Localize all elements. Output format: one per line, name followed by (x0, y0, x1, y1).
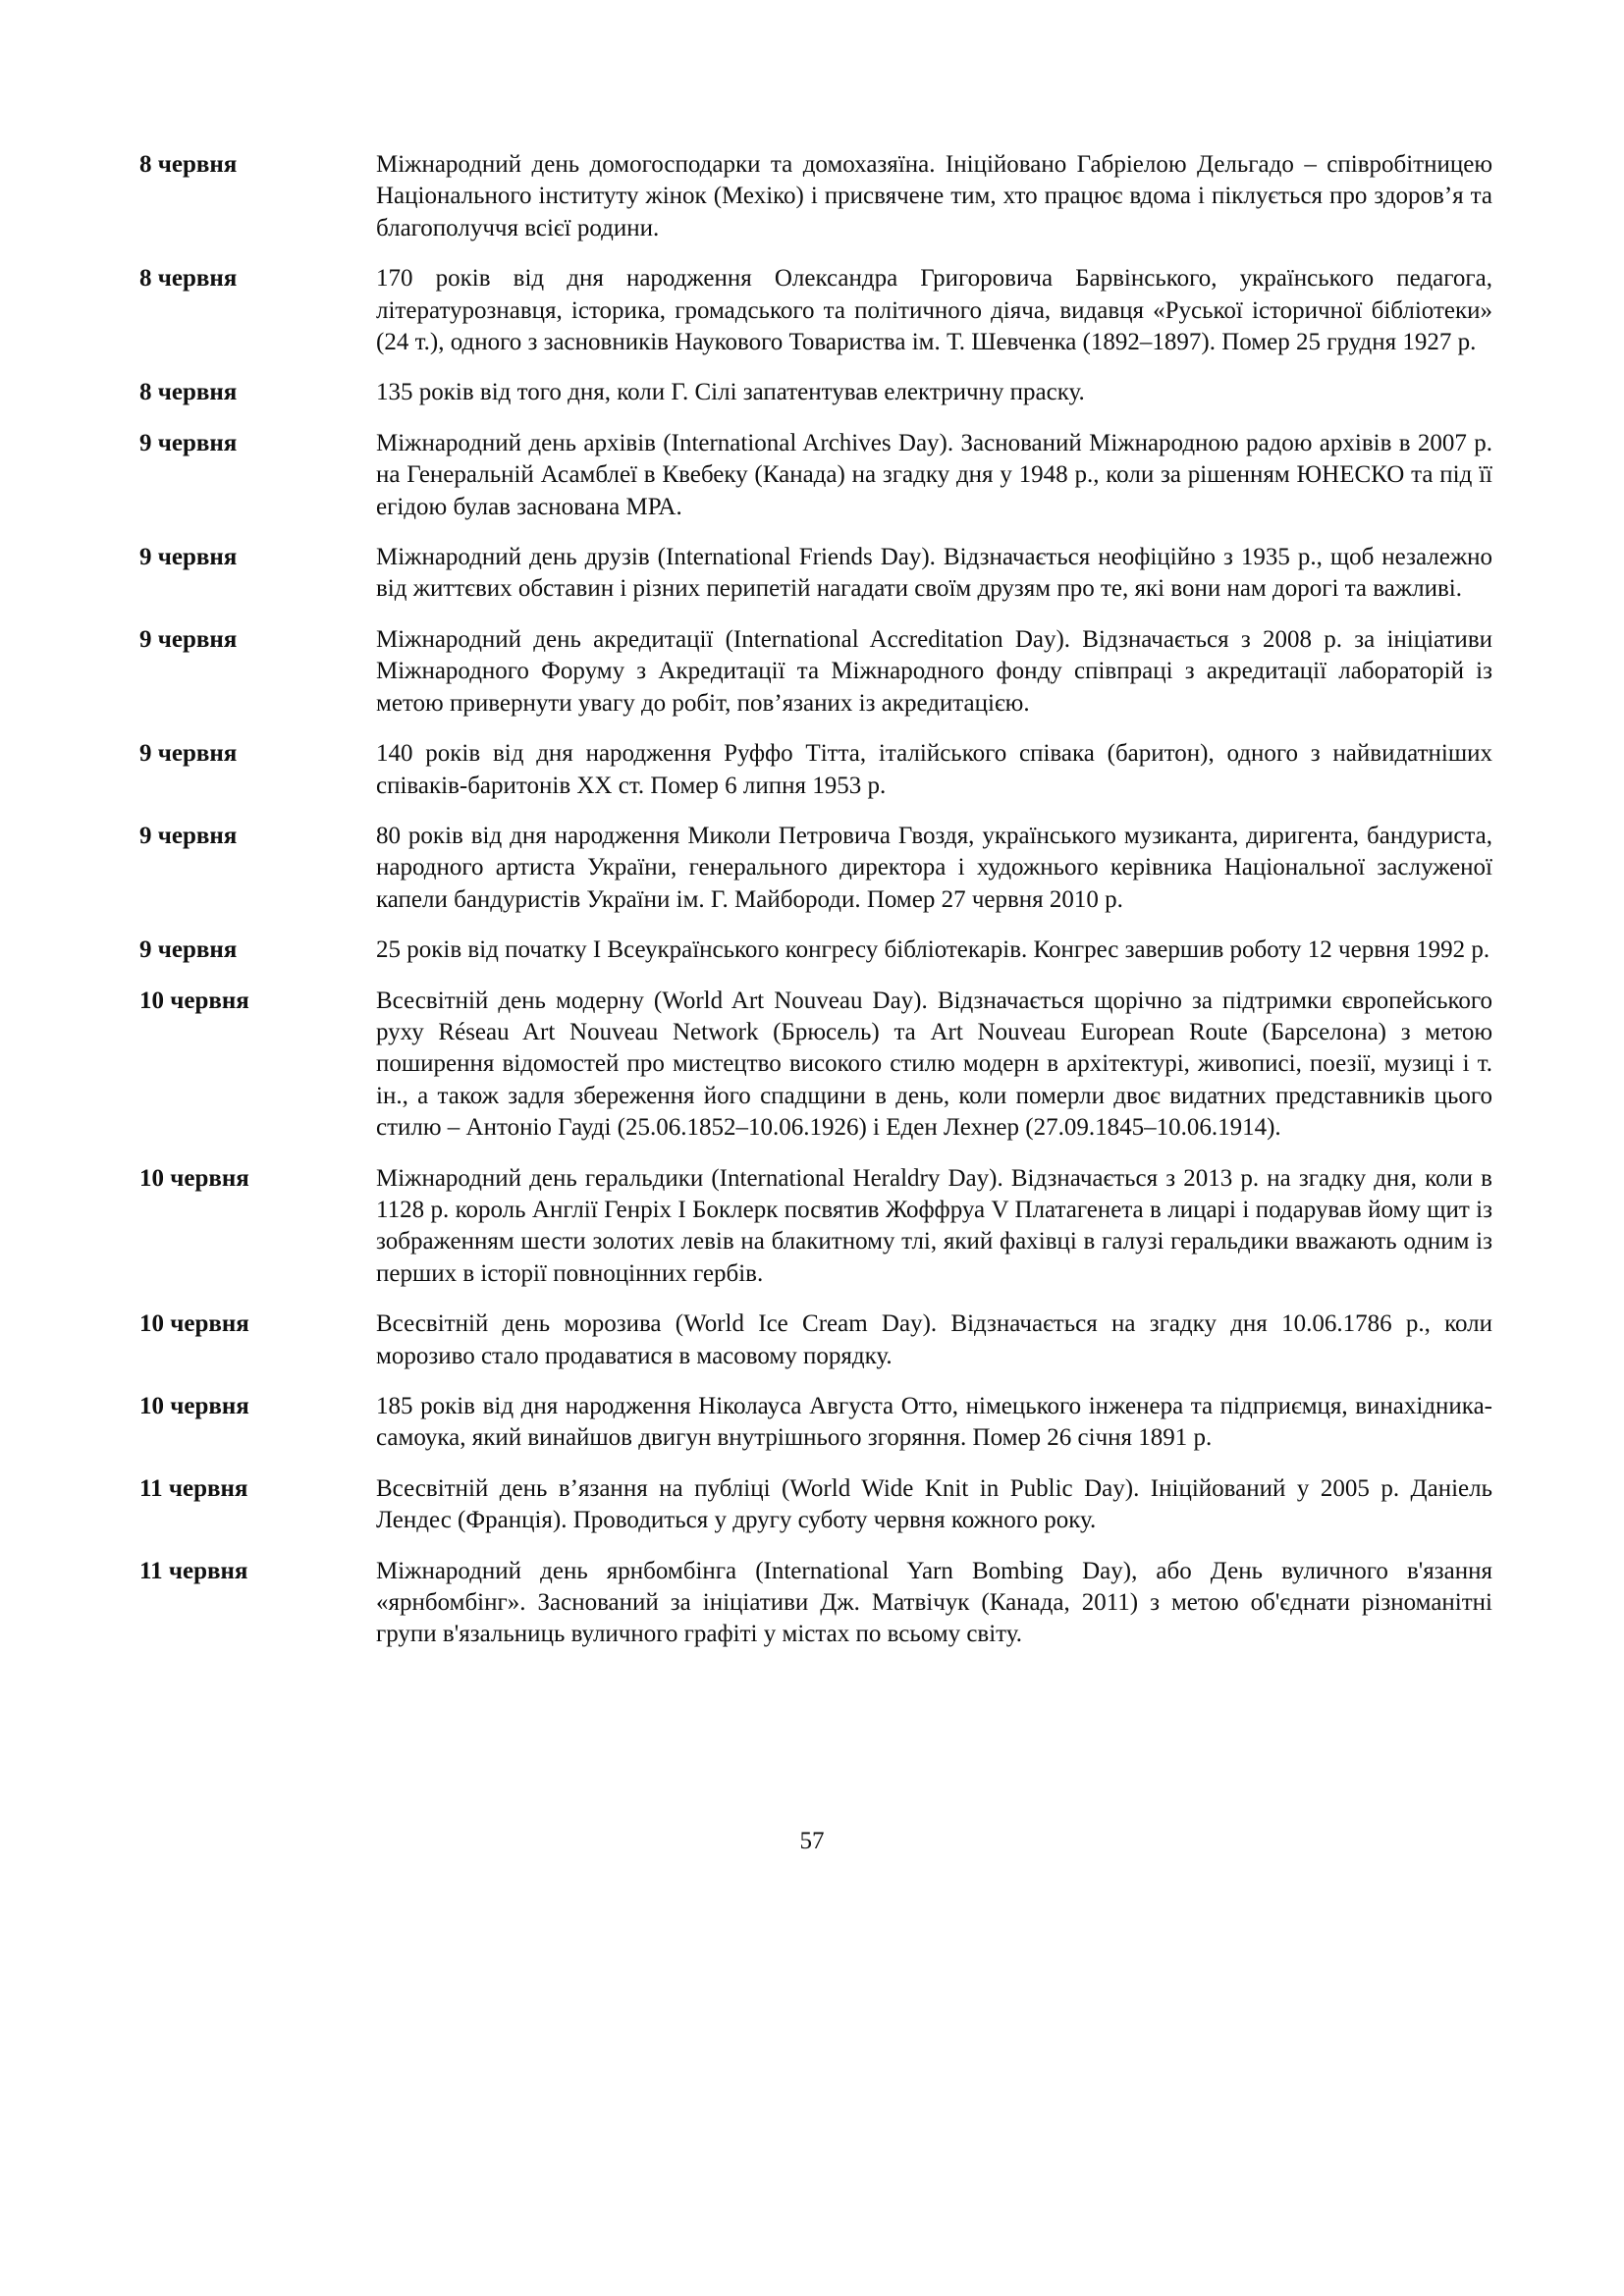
calendar-entry (139, 934, 1492, 966)
calendar-entry (139, 263, 1492, 358)
entry-text: 140 років від дня народження Руффо Тітта, італійського співака (баритон), одного з найвидатніших співаків-баритонів ХХ ст. Помер 6 липня 1953 р. (376, 740, 1492, 799)
entry-text: 25 років від початку І Всеукраїнського конгресу бібліотекарів. Конгрес завершив роботу 12 червня 1992 р. (376, 936, 1490, 964)
calendar-entry (139, 149, 1492, 244)
calendar-entry (139, 738, 1492, 802)
calendar-entry (139, 1308, 1492, 1372)
entry-date: 10 червня (139, 1310, 249, 1338)
entry-text: Всесвітній день в’язання на публіці (World Wide Knit in Public Day). Ініційований у 2005 р. Даніель Лендес (Франція). Проводиться у другу суботу червня кожного року. (376, 1474, 1492, 1534)
entry-date: 9 червня (139, 936, 238, 964)
calendar-entry (139, 986, 1492, 1145)
entry-text: Міжнародний день ярнбомбінга (International Yarn Bombing Day), або День вуличного в'язання «ярнбомбінг». Заснований за ініціативи Дж. Матвічук (Канада, 2011) з метою об'єднати різноманітні групи в'язальниць вуличного графіті у містах по всьому світу. (376, 1557, 1492, 1648)
page-number: 57 (799, 1828, 825, 1854)
entry-text: Всесвітній день морозива (World Ice Cream Day). Відзначається на згадку дня 10.06.1786 р., коли морозиво стало продаватися в масовому порядку. (376, 1310, 1492, 1369)
calendar-entry (139, 377, 1492, 408)
entry-date: 9 червня (139, 429, 238, 456)
entry-date: 9 червня (139, 625, 238, 653)
entry-text: 135 років від того дня, коли Г. Сілі запатентував електричну праску. (376, 379, 1085, 406)
entry-date: 9 червня (139, 740, 238, 768)
entry-date: 8 червня (139, 379, 238, 406)
entry-date: 11 червня (139, 1557, 248, 1584)
entry-text: 170 років від дня народження Олександра Григоровича Барвінського, українського педагога, літературознавця, історика, громадського та політичного діяча, видавця «Руської історичної бібліотеки» (24 т.), одного з засновників Наукового Товариства ім. Т. Шевченка (1892–1897). Помер 25 грудня 1927 р. (376, 265, 1492, 356)
calendar-entry (139, 1391, 1492, 1455)
calendar-entry (139, 428, 1492, 523)
entry-text: Міжнародний день геральдики (International Heraldry Day). Відзначається з 2013 р. на згадку дня, коли в 1128 р. король Англії Генріх І Боклерк посвятив Жоффруа V Платагенета в лицарі і подарував йому щит із зображенням шести золотих левів на блакитному тлі, який фахівці в галузі геральдики вважають одним із перших в історії повноцінних гербів. (376, 1164, 1492, 1287)
entry-text: Міжнародний день архівів (International Archives Day). Заснований Міжнародною радою архівів в 2007 р. на Генеральній Асамблеї в Квебеку (Канада) на згадку дня у 1948 р., коли за рішенням ЮНЕСКО та під її егідою булав заснована МРА. (376, 429, 1492, 520)
entry-date: 8 червня (139, 151, 238, 178)
entry-text: 185 років від дня народження Ніколауса Августа Отто, німецького інженера та підприємця, винахідника-самоука, який винайшов двигун внутрішнього згоряння. Помер 26 січня 1891 р. (376, 1393, 1492, 1452)
calendar-entry (139, 1556, 1492, 1651)
entry-date: 10 червня (139, 987, 249, 1014)
calendar-entry (139, 1473, 1492, 1537)
calendar-entry (139, 821, 1492, 916)
entry-date: 10 червня (139, 1164, 249, 1192)
entry-date: 8 червня (139, 265, 238, 293)
entry-date: 9 червня (139, 822, 238, 849)
calendar-entry (139, 1163, 1492, 1291)
entry-date: 11 червня (139, 1474, 248, 1502)
entry-text: Всесвітній день модерну (World Art Nouveau Day). Відзначається щорічно за підтримки європейського руху Réseau Art Nouveau Network (Брюсель) та Art Nouveau European Route (Барселона) з метою поширення відомостей про мистецтво високого стилю модерн в архітектурі, живописі, поезії, музиці і т. ін., а також задля збереження його спадщини в день, коли померли двоє видатних представників цього стилю – Антоніо Гауді (25.06.1852–10.06.1926) і Еден Лехнер (27.09.1845–10.06.1914). (376, 987, 1492, 1142)
entry-text: 80 років від дня народження Миколи Петровича Гвоздя, українського музиканта, диригента, бандуриста, народного артиста України, генерального директора і художнього керівника Національної заслуженої капели бандуристів України ім. Г. Майбороди. Помер 27 червня 2010 р. (376, 822, 1492, 913)
calendar-entry (139, 624, 1492, 720)
calendar-entries-list (139, 149, 1492, 1670)
entry-text: Міжнародний день друзів (International Friends Day). Відзначається неофіційно з 1935 р., щоб незалежно від життєвих обставин і різних перипетій нагадати своїм друзям про те, які вони нам дорогі та важливі. (376, 544, 1492, 603)
entry-date: 9 червня (139, 544, 238, 571)
entry-date: 10 червня (139, 1393, 249, 1419)
entry-text: Міжнародний день акредитації (International Accreditation Day). Відзначається з 2008 р. за ініціативи Міжнародного Форуму з Акредитації та Міжнародного фонду співпраці з акредитації лабораторій із метою привернути увагу до робіт, пов’язаних із акредитацією. (376, 625, 1492, 717)
entry-text: Міжнародний день домогосподарки та домохазяїна. Ініційовано Габріелою Дельгадо – співробітницею Національного інституту жінок (Мехіко) і присвячене тим, хто працює вдома і піклується про здоров’я та благополуччя всієї родини. (376, 151, 1492, 241)
calendar-entry (139, 542, 1492, 606)
